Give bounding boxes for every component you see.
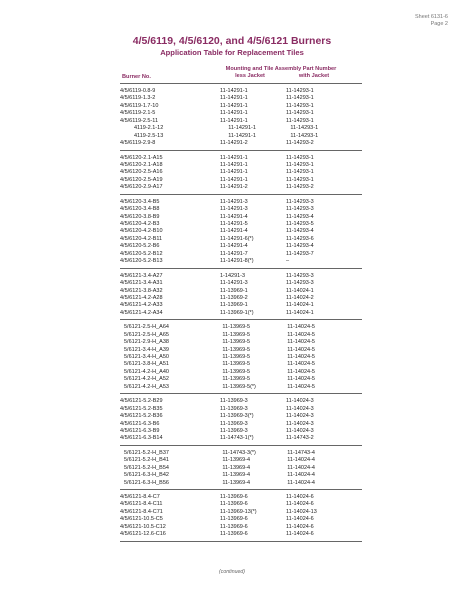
less-jacket-cell: 11-13969-6 <box>220 501 248 508</box>
less-jacket-cell: 11-13969-3 <box>220 398 248 405</box>
burner-cell: 4/5/6120-2.5-A16 <box>120 169 163 176</box>
less-jacket-cell: 11-13969-5 <box>222 324 251 331</box>
with-jacket-cell: 11-14024-6 <box>286 523 314 530</box>
table-row <box>120 435 362 442</box>
less-jacket-cell: 11-13969-5 <box>222 361 251 368</box>
with-jacket-cell: 11-14024-3 <box>286 398 314 405</box>
burner-cell: 4119-2.5-13 <box>134 132 164 139</box>
burner-cell: 4/5/6120-5.2-B13 <box>120 258 163 265</box>
less-jacket-cell: 1-14291-3 <box>220 272 246 279</box>
table-group <box>120 198 362 269</box>
burner-cell: 4/5/6121-4.2-A34 <box>120 309 163 316</box>
table-row <box>120 406 362 413</box>
less-jacket-cell: 11-14743-1(*) <box>220 435 254 442</box>
less-jacket-cell: 11-14291-7 <box>220 250 248 257</box>
table-row <box>120 369 362 376</box>
burner-cell: 4/5/6121-3.8-A32 <box>120 287 163 294</box>
less-jacket-cell: 11-14291-1 <box>220 95 248 102</box>
table-row <box>120 421 362 428</box>
burner-cell: 4/5/6121-6.3-B14 <box>120 435 163 442</box>
with-jacket-cell: 11-14024-4 <box>287 464 315 471</box>
less-jacket-cell: 11-13969-6 <box>220 494 248 500</box>
table-row <box>120 472 362 479</box>
less-jacket-cell: 11-13969-6 <box>220 523 248 530</box>
burner-cell: 4/5/6120-3.4-B8 <box>120 206 160 213</box>
less-jacket-cell: 11-13969-13(*) <box>220 508 257 515</box>
less-jacket-cell: 11-13969-5 <box>222 346 251 353</box>
table-row <box>120 457 362 464</box>
table-row <box>120 509 362 516</box>
less-jacket-cell: 11-14291-2 <box>220 184 248 191</box>
table-row <box>120 258 362 265</box>
less-jacket-cell: 11-14291-8(*) <box>220 258 254 265</box>
less-jacket-cell: 11-13969-5 <box>222 368 251 375</box>
with-jacket-cell: 11-14024-5 <box>287 361 315 368</box>
burner-cell: 5/6121-5.2-H_B41 <box>124 457 169 464</box>
burner-cell: 5/6121-5.2-H_B37 <box>124 449 169 456</box>
with-jacket-cell: 11-14024-1 <box>286 287 314 294</box>
with-jacket-cell: 11-14024-6 <box>286 501 314 508</box>
application-table <box>120 87 362 545</box>
with-jacket-cell: 11-14024-2 <box>286 294 314 301</box>
burner-cell: 4/5/6120-3.4-B5 <box>120 198 160 205</box>
sheet-id: Sheet 6131-6 <box>414 14 448 20</box>
table-row <box>120 465 362 472</box>
table-row <box>120 310 362 317</box>
less-jacket-cell: 11-13969-5 <box>222 376 251 383</box>
table-group <box>120 87 362 151</box>
less-jacket-cell: 11-13969-4 <box>222 457 251 464</box>
with-jacket-cell: 11-14293-1 <box>286 161 314 168</box>
table-row <box>120 228 362 235</box>
with-jacket-cell: 11-14024-13 <box>286 508 317 515</box>
less-jacket-cell: 11-14291-1 <box>220 161 248 168</box>
table-row <box>120 413 362 420</box>
burner-cell: 4/5/6121-5.2-B29 <box>120 398 163 405</box>
less-jacket-cell: 11-13969-4 <box>222 479 251 486</box>
table-row <box>120 450 362 457</box>
table-row <box>120 155 362 162</box>
burner-cell: 4/5/6120-2.1-A18 <box>120 161 163 168</box>
less-jacket-cell: 11-14291-1 <box>220 154 248 161</box>
burner-cell: 4/5/6121-4.2-A28 <box>120 294 163 301</box>
burner-cell: 4/5/6121-5.2-B35 <box>120 405 163 412</box>
with-jacket-cell: 11-14293-2 <box>286 184 314 191</box>
with-jacket-cell: 11-14293-1 <box>290 132 319 139</box>
less-jacket-cell: 11-13969-1 <box>220 287 248 294</box>
with-jacket-cell: 11-14293-1 <box>286 102 314 109</box>
with-jacket-cell: 11-14293-1 <box>286 95 314 102</box>
burner-cell: 5/6121-3.4-H_A50 <box>124 354 169 360</box>
with-jacket-cell: 11-14024-5 <box>287 368 315 375</box>
table-row <box>120 494 362 501</box>
burner-cell: 4/5/6120-2.9-A17 <box>120 184 163 191</box>
with-jacket-cell: 11-14293-4 <box>286 243 314 250</box>
less-jacket-cell: 11-13969-5(*) <box>222 383 256 390</box>
table-row <box>120 95 362 102</box>
with-jacket-cell: 11-14293-5 <box>286 221 314 227</box>
burner-cell: 4/5/6121-3.4-A27 <box>120 272 163 279</box>
table-group <box>120 154 362 195</box>
less-jacket-cell: 11-14291-1 <box>220 176 248 183</box>
with-jacket-cell: 11-14024-3 <box>286 420 314 427</box>
with-jacket-cell: 11-14293-3 <box>286 198 314 205</box>
with-jacket-cell: 11-14293-4 <box>286 213 314 220</box>
with-jacket-cell: 11-14743-4 <box>287 449 315 456</box>
with-jacket-cell: 11-14024-5 <box>287 346 315 353</box>
burner-cell: 4/5/6119-0.8-9 <box>120 88 156 94</box>
less-jacket-cell: 11-14291-1 <box>220 110 248 117</box>
with-jacket-cell: 11-14024-3 <box>286 413 314 420</box>
with-jacket-cell: 11-14024-4 <box>287 479 315 486</box>
less-jacket-cell: 11-14291-6(*) <box>220 235 254 242</box>
with-jacket-cell: 11-14293-1 <box>286 176 314 183</box>
burner-cell: 4/5/6121-3.4-A31 <box>120 280 163 287</box>
table-row <box>120 361 362 368</box>
with-jacket-cell: 11-14024-4 <box>287 457 315 464</box>
burner-cell: 4/5/6121-4.2-A33 <box>120 302 163 309</box>
with-jacket-cell: 11-14024-5 <box>287 383 315 390</box>
with-jacket-cell: 11-14024-5 <box>287 331 315 338</box>
table-row <box>120 140 362 147</box>
burner-cell: 5/6121-2.9-H_A38 <box>124 339 169 346</box>
with-jacket-cell: 11-14293-3 <box>286 272 314 279</box>
with-jacket-cell: 11-14024-5 <box>287 339 315 346</box>
table-row <box>120 384 362 391</box>
sheet-number <box>415 14 448 28</box>
burner-cell: 4/5/6121-10.5-C12 <box>120 523 166 530</box>
table-row <box>120 251 362 258</box>
less-jacket-cell: 11-14291-1 <box>220 117 248 124</box>
with-jacket-cell: 11-14024-5 <box>287 354 315 360</box>
burner-cell: 4/5/6121-8.4-C11 <box>120 501 163 508</box>
burner-cell: 4/5/6120-3.8-B9 <box>120 213 160 220</box>
table-row <box>120 214 362 221</box>
less-jacket-cell: 11-14291-1 <box>220 102 248 109</box>
less-jacket-cell: 11-13969-1(*) <box>220 309 254 316</box>
table-row <box>120 480 362 487</box>
burner-cell: 4/5/6121-6.3-B9 <box>120 427 160 434</box>
less-jacket-cell: 11-14291-4 <box>220 243 248 250</box>
table-row <box>120 531 362 538</box>
less-jacket-cell: 11-14743-3(*) <box>222 449 256 456</box>
burner-cell: 4/5/6121-5.2-B36 <box>120 413 163 420</box>
with-jacket-cell: 11-14293-1 <box>286 154 314 161</box>
table-row <box>120 162 362 169</box>
table-row <box>120 221 362 228</box>
less-jacket-cell: 11-13969-5 <box>222 331 251 338</box>
with-jacket-cell: 11-14024-6 <box>286 516 314 523</box>
less-jacket-cell: 11-13969-3(*) <box>220 413 254 420</box>
column-header-less-jacket: less Jacket <box>235 73 265 79</box>
with-jacket-cell: 11-14024-4 <box>287 472 315 479</box>
with-jacket-cell: 11-14024-5 <box>287 376 315 383</box>
table-row <box>120 236 362 243</box>
less-jacket-cell: 11-13969-4 <box>222 472 251 479</box>
burner-cell: 4/5/6120-4.2-B11 <box>120 235 163 242</box>
burner-cell: 4/5/6120-4.2-B10 <box>120 228 163 235</box>
header-rule <box>120 83 362 84</box>
less-jacket-cell: 11-14291-1 <box>228 125 256 132</box>
burner-cell: 5/6121-4.2-H_A53 <box>124 383 169 390</box>
with-jacket-cell: 11-14024-3 <box>286 405 314 412</box>
with-jacket-cell: 11-14293-7 <box>286 250 314 257</box>
burner-cell: 4/5/6121-6.3-B6 <box>120 420 160 427</box>
table-row <box>120 169 362 176</box>
table-row <box>120 339 362 346</box>
burner-cell: 4/5/6120-5.2-B6 <box>120 243 160 250</box>
less-jacket-cell: 11-13969-4 <box>222 464 251 471</box>
table-row <box>120 347 362 354</box>
table-row <box>120 376 362 383</box>
table-row <box>120 206 362 213</box>
burner-cell: 4/5/6121-12.6-C16 <box>120 531 166 538</box>
burner-cell: 4/5/6121-10.5-C5 <box>120 516 163 523</box>
less-jacket-cell: 11-13969-3 <box>220 427 248 434</box>
burner-cell: 5/6121-4.2-H_A40 <box>124 368 169 375</box>
table-row <box>120 110 362 117</box>
with-jacket-cell: 11-14293-1 <box>290 125 319 132</box>
table-row <box>120 125 362 132</box>
table-row <box>120 501 362 508</box>
table-row <box>120 88 362 95</box>
with-jacket-cell: 11-14024-6 <box>286 494 314 500</box>
table-row <box>120 184 362 191</box>
less-jacket-cell: 11-14291-1 <box>228 132 256 139</box>
with-jacket-cell: 11-14024-1 <box>286 309 314 316</box>
table-row <box>120 354 362 361</box>
burner-cell: 4/5/6119-2.5-11 <box>120 117 159 124</box>
table-row <box>120 288 362 295</box>
with-jacket-cell: 11-14024-6 <box>286 531 314 538</box>
burner-cell: 4/5/6119-1.7-10 <box>120 102 159 109</box>
continued-note: (continued) <box>219 569 245 575</box>
burner-cell: 5/6121-2.5-H_A65 <box>124 331 169 338</box>
less-jacket-cell: 11-13969-6 <box>220 531 248 538</box>
table-row <box>120 332 362 339</box>
burner-cell: 4/5/6120-5.2-B12 <box>120 250 163 257</box>
burner-cell: 4/5/6119-2.9-8 <box>120 140 156 147</box>
table-group <box>120 323 362 394</box>
table-row <box>120 428 362 435</box>
table-row <box>120 177 362 184</box>
burner-cell: 4119-2.1-12 <box>134 125 164 132</box>
less-jacket-cell: 11-14291-3 <box>220 206 248 213</box>
with-jacket-cell: – <box>286 258 290 265</box>
with-jacket-cell: 11-14024-5 <box>287 324 315 331</box>
page-title: 4/5/6119, 4/5/6120, and 4/5/6121 Burners <box>132 35 332 47</box>
burner-cell: 4/5/6121-8.4-C71 <box>120 508 163 515</box>
table-row <box>120 273 362 280</box>
less-jacket-cell: 11-13969-2 <box>220 294 248 301</box>
less-jacket-cell: 11-14291-4 <box>220 213 248 220</box>
less-jacket-cell: 11-14291-1 <box>220 88 248 94</box>
table-group <box>120 397 362 446</box>
burner-cell: 4/5/6119-2.1-5 <box>120 110 156 117</box>
page-number: Page 2 <box>430 21 448 27</box>
less-jacket-cell: 11-14291-3 <box>220 198 248 205</box>
table-row <box>120 103 362 110</box>
table-row <box>120 280 362 287</box>
page-subtitle: Application Table for Replacement Tiles <box>160 48 304 57</box>
less-jacket-cell: 11-14291-2 <box>220 140 248 147</box>
with-jacket-cell: 11-14024-3 <box>286 427 314 434</box>
with-jacket-cell: 11-14293-1 <box>286 88 314 94</box>
less-jacket-cell: 11-14291-4 <box>220 228 248 235</box>
with-jacket-cell: 11-14293-1 <box>286 110 314 117</box>
with-jacket-cell: 11-14024-1 <box>286 302 314 309</box>
less-jacket-cell: 11-13969-3 <box>220 420 248 427</box>
with-jacket-cell: 11-14293-3 <box>286 280 314 287</box>
column-header-with-jacket: with Jacket <box>298 73 330 79</box>
with-jacket-cell: 11-14293-4 <box>286 228 314 235</box>
table-group <box>120 493 362 542</box>
burner-cell: 5/6121-3.8-H_A51 <box>124 361 169 368</box>
with-jacket-cell: 11-14293-1 <box>286 169 314 176</box>
burner-cell: 4/5/6120-2.1-A15 <box>120 154 163 161</box>
table-group <box>120 272 362 321</box>
less-jacket-cell: 11-14291-3 <box>220 280 248 287</box>
table-row <box>120 398 362 405</box>
burner-cell: 5/6121-6.3-H_B56 <box>124 479 169 486</box>
burner-cell: 5/6121-4.2-H_A52 <box>124 376 169 383</box>
less-jacket-cell: 11-14291-5 <box>220 221 248 227</box>
burner-cell: 5/6121-5.2-H_B54 <box>124 464 169 471</box>
table-row <box>120 524 362 531</box>
with-jacket-cell: 11-14293-2 <box>286 140 314 147</box>
column-header-burner: Burner No. <box>122 74 151 80</box>
table-row <box>120 199 362 206</box>
column-header-group: Mounting and Tile Assembly Part Number <box>225 66 337 72</box>
less-jacket-cell: 11-13969-6 <box>220 516 248 523</box>
less-jacket-cell: 11-13969-1 <box>220 302 248 309</box>
table-row <box>120 133 362 140</box>
burner-cell: 5/6121-2.5-H_A64 <box>124 324 169 331</box>
burner-cell: 5/6121-6.3-H_B42 <box>124 472 169 479</box>
with-jacket-cell: 11-14743-2 <box>286 435 314 442</box>
with-jacket-cell: 11-14293-3 <box>286 206 314 213</box>
with-jacket-cell: 11-14293-1 <box>286 117 314 124</box>
less-jacket-cell: 11-13969-3 <box>220 405 248 412</box>
burner-cell: 4/5/6119-1.3-2 <box>120 95 156 102</box>
table-row <box>120 243 362 250</box>
table-row <box>120 516 362 523</box>
less-jacket-cell: 11-13969-5 <box>222 354 251 360</box>
burner-cell: 4/5/6121-8.4-C7 <box>120 494 160 500</box>
table-group <box>120 449 362 490</box>
burner-cell: 4/5/6120-2.5-A19 <box>120 176 163 183</box>
table-row <box>120 324 362 331</box>
table-row <box>120 302 362 309</box>
burner-cell: 4/5/6120-4.2-B3 <box>120 221 160 227</box>
table-row <box>120 295 362 302</box>
less-jacket-cell: 11-13969-5 <box>222 339 251 346</box>
less-jacket-cell: 11-14291-1 <box>220 169 248 176</box>
burner-cell: 5/6121-3.4-H_A39 <box>124 346 169 353</box>
table-row <box>120 118 362 125</box>
with-jacket-cell: 11-14293-6 <box>286 235 314 242</box>
